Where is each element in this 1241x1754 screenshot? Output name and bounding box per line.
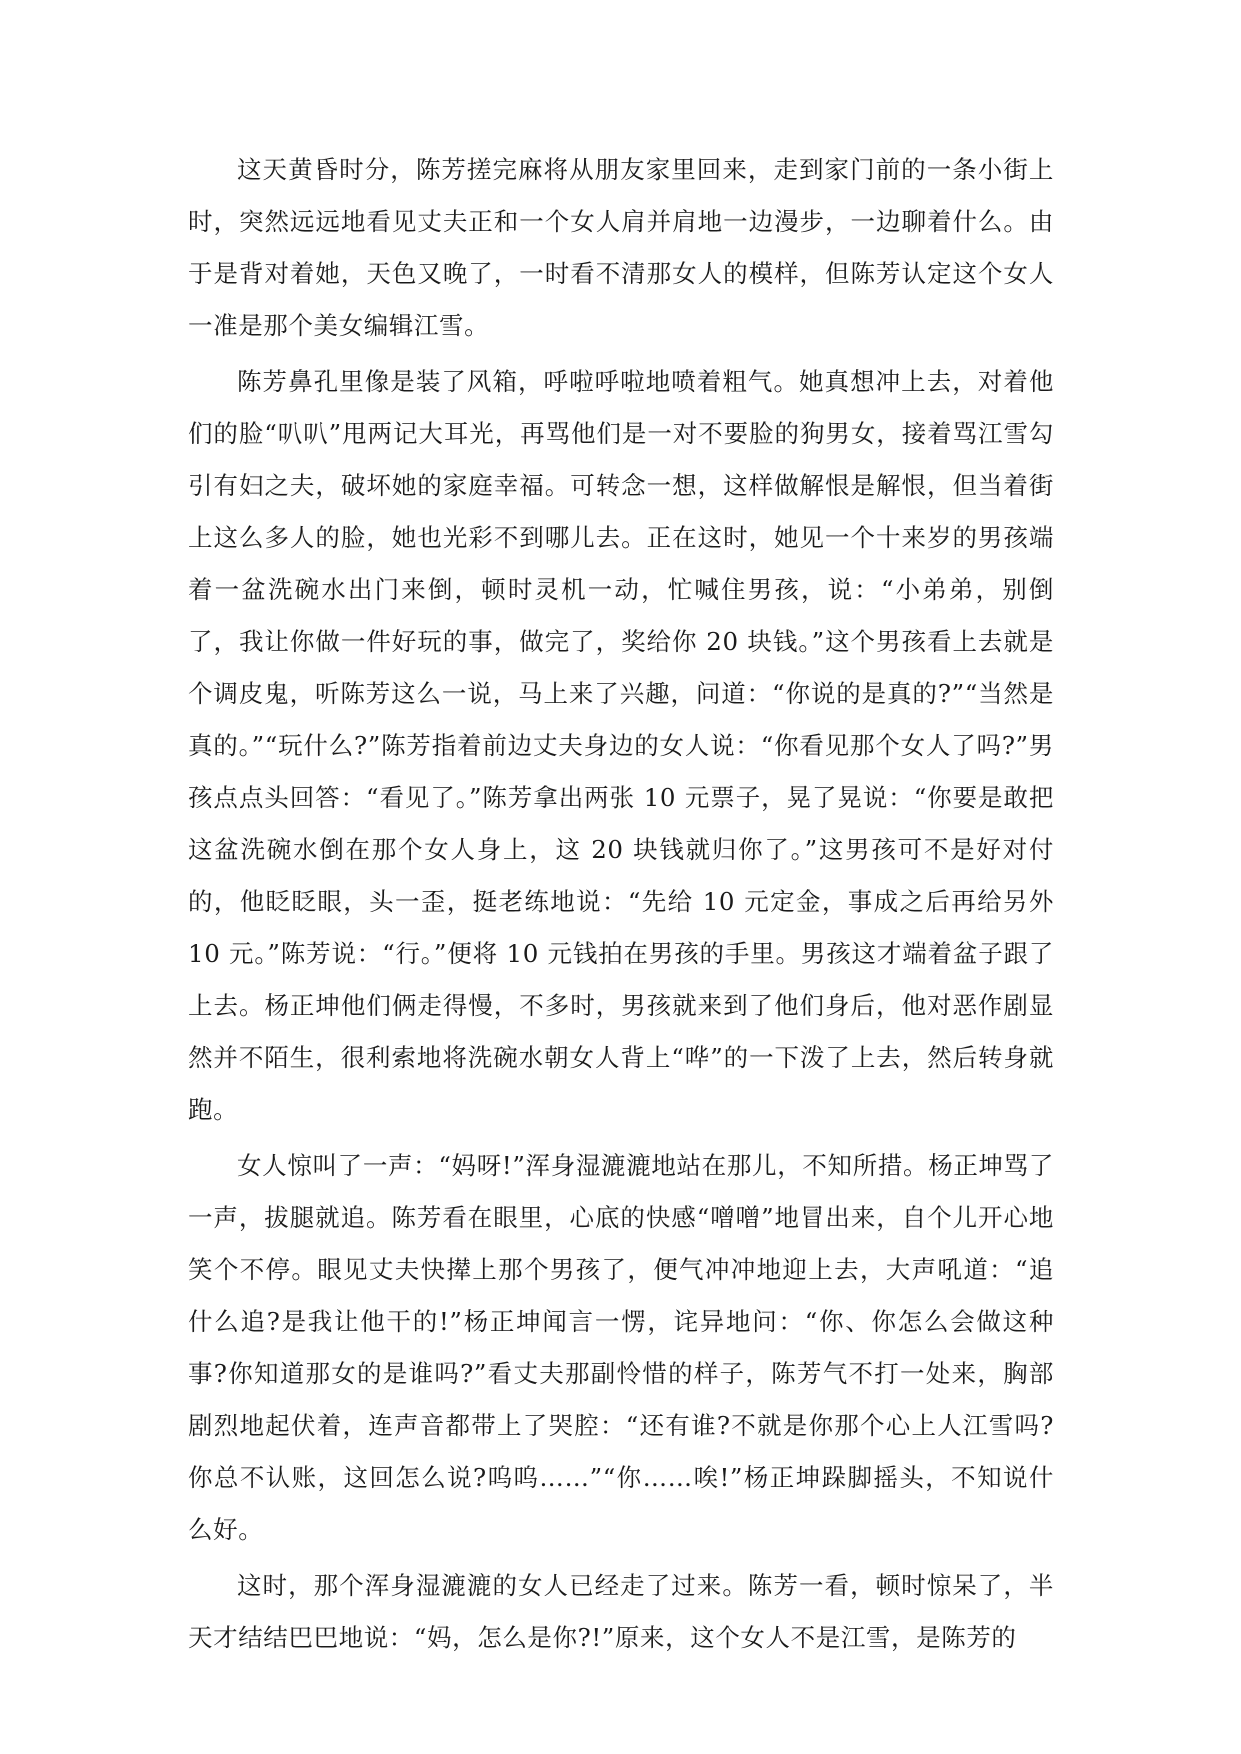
document-page <box>188 144 1054 1668</box>
paragraph: 这时，那个浑身湿漉漉的女人已经走了过来。陈芳一看，顿时惊呆了，半天才结结巴巴地说：“妈，怎么是你?!”原来，这个女人不是江雪，是陈芳的 <box>188 1571 1054 1652</box>
paragraph: 这天黄昏时分，陈芳搓完麻将从朋友家里回来，走到家门前的一条小街上时，突然远远地看见丈夫正和一个女人肩并肩地一边漫步，一边聊着什么。由于是背对着她，天色又晚了，一时看不清那女人的模样，但陈芳认定这个女人一准是那个美女编辑江雪。 <box>188 155 1054 340</box>
paragraph: 女人惊叫了一声：“妈呀!”浑身湿漉漉地站在那儿，不知所措。杨正坤骂了一声，拔腿就追。陈芳看在眼里，心底的快感“噌噌”地冒出来，自个儿开心地笑个不停。眼见丈夫快撵上那个男孩了，便气冲冲地迎上去，大声吼道：“追什么追?是我让他干的!”杨正坤闻言一愣，诧异地问：“你、你怎么会做这种事?你知道那女的是谁吗?”看丈夫那副怜惜的样子，陈芳气不打一处来，胸部剧烈地起伏着，连声音都带上了哭腔：“还有谁?不就是你那个心上人江雪吗?你总不认账，这回怎么说?呜呜……”“你……唉!”杨正坤跺脚摇头，不知说什么好。 <box>188 1151 1054 1544</box>
paragraph: 陈芳鼻孔里像是装了风箱，呼啦呼啦地喷着粗气。她真想冲上去，对着他们的脸“叭叭”甩两记大耳光，再骂他们是一对不要脸的狗男女，接着骂江雪勾引有妇之夫，破坏她的家庭幸福。可转念一想，这样做解恨是解恨，但当着街上这么多人的脸，她也光彩不到哪儿去。正在这时，她见一个十来岁的男孩端着一盆洗碗水出门来倒，顿时灵机一动，忙喊住男孩，说：“小弟弟，别倒了，我让你做一件好玩的事，做完了，奖给你 20 块钱。”这个男孩看上去就是个调皮鬼，听陈芳这么一说，马上来了兴趣，问道：“你说的是真的?”“当然是真的。”“玩什么?”陈芳指着前边丈夫身边的女人说：“你看见那个女人了吗?”男孩点点头回答：“看见了。”陈芳拿出两张 10 元票子，晃了晃说：“你要是敢把这盆洗碗水倒在那个女人身上，这 20 块钱就归你了。”这男孩可不是好对付的，他眨眨眼，头一歪，挺老练地说：“先给 10 元定金，事成之后再给另外 10 元。”陈芳说：“行。”便将 10 元钱拍在男孩的手里。男孩这才端着盆子跟了上去。杨正坤他们俩走得慢，不多时，男孩就来到了他们身后，他对恶作剧显然并不陌生，很利索地将洗碗水朝女人背上“哗”的一下泼了上去，然后转身就跑。 <box>188 367 1054 1124</box>
